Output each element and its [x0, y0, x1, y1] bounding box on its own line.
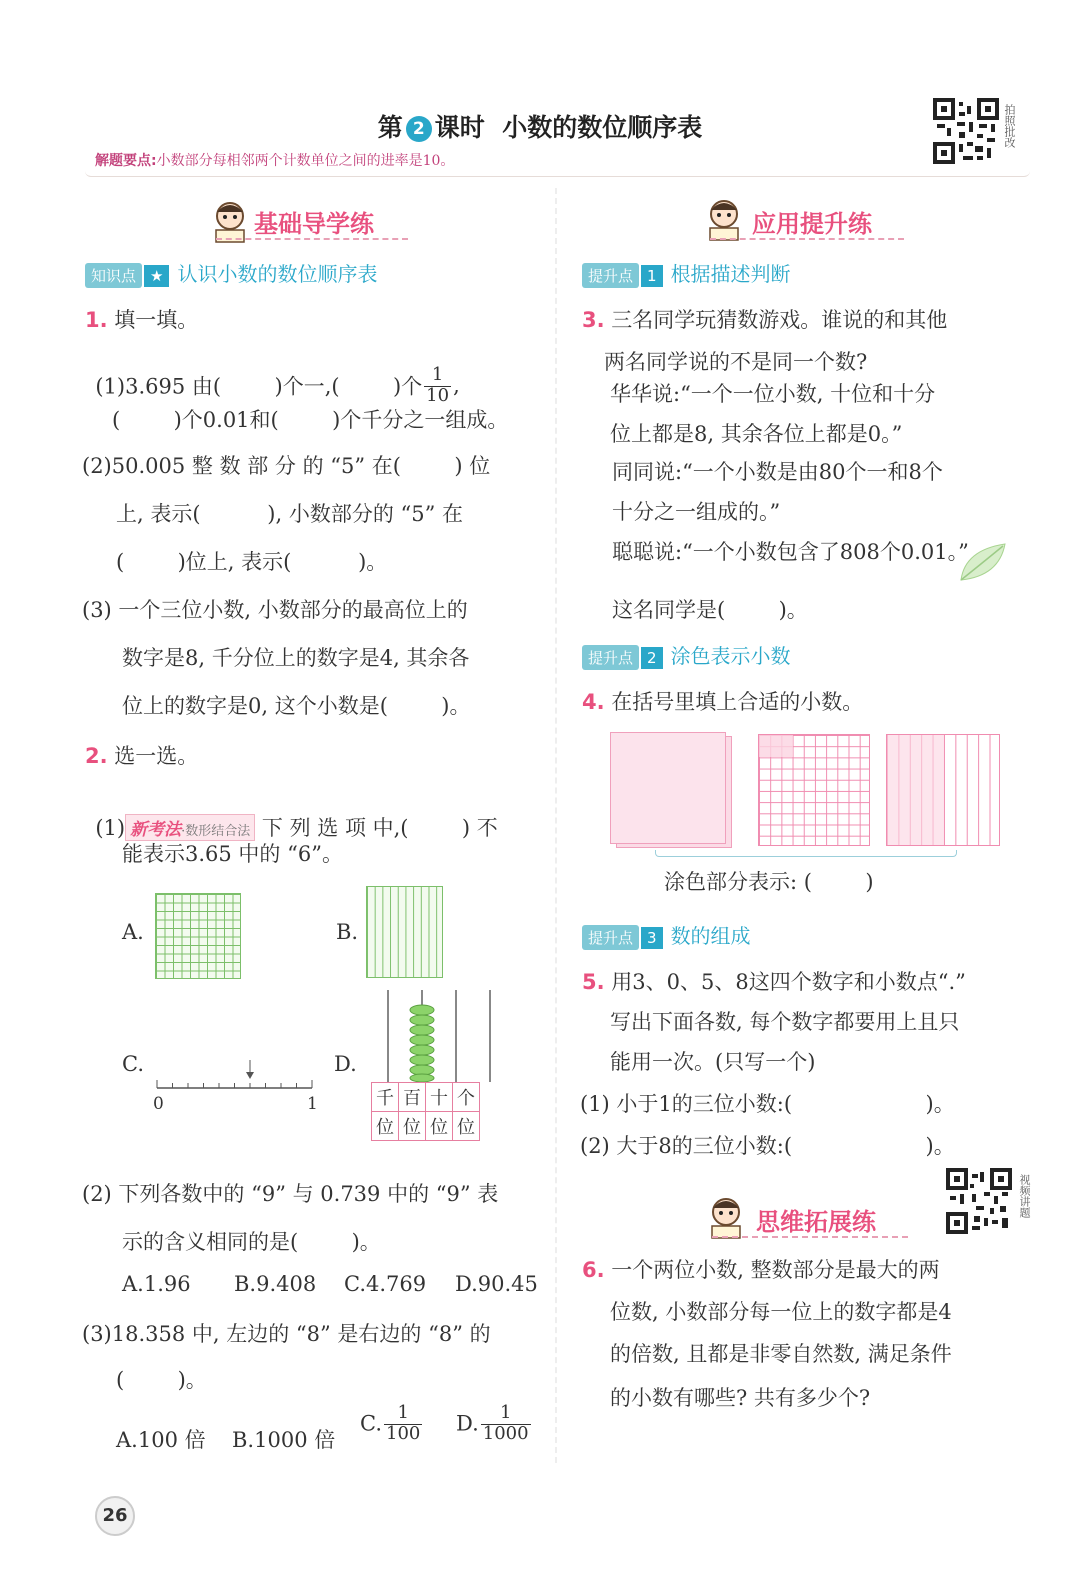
option-row — [122, 1272, 191, 1296]
brace — [655, 850, 957, 857]
option-a-label: A. — [122, 920, 144, 944]
question-2-part-2-line2: 示的含义相同的是( )。 — [122, 1230, 381, 1254]
abacus-label: 位 — [399, 1112, 426, 1141]
header-divider — [85, 170, 1030, 177]
question-6-line: 的倍数, 且都是非零自然数, 满足条件 — [610, 1342, 952, 1366]
hundred-grid — [758, 734, 870, 846]
question-2-part-2: (2) 下列各数中的 “9” 与 0.739 中的 “9” 表 — [82, 1182, 499, 1206]
qr-code-icon[interactable] — [933, 98, 999, 168]
question-6: 6. 一个两位小数, 整数部分是最大的两 — [582, 1258, 940, 1282]
question-2-part-1: (1) 新考法·数形结合法 下 列 选 项 中,( ) 不 — [95, 816, 498, 840]
question-1-part-1-line2: ( )个0.01和( )个千分之一组成。 — [112, 408, 509, 432]
question-5-line: 写出下面各数, 每个数字都要用上且只 — [610, 1010, 960, 1034]
section-underline — [216, 238, 408, 240]
section-underline — [710, 238, 904, 240]
page-number: 26 — [95, 1496, 135, 1536]
question-3-line: 两名同学说的不是同一个数? — [604, 350, 868, 374]
tenth-strips — [886, 734, 1000, 846]
question-2-part-3-line2: ( )。 — [116, 1368, 207, 1392]
abacus-label: 位 — [426, 1112, 453, 1141]
question-1-part-2-line2: 上, 表示( ), 小数部分的 “5” 在 — [116, 502, 464, 526]
question-3-line: 同同说:“一个小数是由80个一和8个 — [612, 460, 943, 484]
question-5-line: 能用一次。(只写一个) — [610, 1050, 816, 1074]
abacus-label: 位 — [453, 1112, 480, 1141]
option-d-abacus — [372, 988, 506, 1088]
question-1-part-3-line2: 数字是8, 千分位上的数字是4, 其余各 — [122, 646, 470, 670]
question-1-part-2: (2)50.005 整 数 部 分 的 “5” 在( ) 位 — [82, 454, 491, 478]
question-1-part-3: (3) 一个三位小数, 小数部分的最高位上的 — [82, 598, 468, 622]
question-3: 3. 三名同学玩猜数游戏。谁说的和其他 — [582, 308, 948, 332]
question-3-line: 聪聪说:“一个小数包含了808个0.01。” — [612, 540, 969, 564]
abacus-label: 百 — [399, 1083, 426, 1112]
option-a-hundred-grid — [155, 893, 241, 979]
option-c-label: C. — [122, 1052, 144, 1076]
abacus-place-table — [371, 1082, 480, 1141]
question-5-part-1: (1) 小于1的三位小数:( )。 — [580, 1092, 955, 1116]
page-title: 第 2 课时 小数的数位顺序表 — [377, 113, 703, 142]
question-4-caption: 涂色部分表示: ( ) — [664, 870, 874, 894]
option: C.4.769 — [344, 1272, 427, 1296]
abacus-label: 千 — [372, 1083, 399, 1112]
abacus-label: 十 — [426, 1083, 453, 1112]
point-3: 提升点 3 数的组成 — [582, 920, 751, 950]
point-2: 提升点 2 涂色表示小数 — [582, 640, 791, 670]
abacus-label: 位 — [372, 1112, 399, 1141]
option-fraction: C. $\frac{1}{100}$ — [360, 1402, 421, 1444]
column-divider — [555, 188, 557, 1463]
question-2-title: 2. 选一选。 — [85, 744, 199, 768]
question-6-line: 的小数有哪些? 共有多少个? — [610, 1386, 871, 1410]
option-b-tenth-strips — [366, 886, 443, 978]
question-5: 5. 用3、0、5、8这四个数字和小数点“.” — [582, 970, 966, 994]
section-title-extension: 思维拓展练 — [756, 1208, 876, 1236]
leaf-icon — [955, 536, 1011, 590]
point-1: 提升点 1 根据描述判断 — [582, 258, 791, 288]
section-underline — [712, 1236, 908, 1238]
option: A.100 倍 — [116, 1428, 206, 1452]
question-6-line: 位数, 小数部分每一位上的数字都是4 — [610, 1300, 952, 1324]
option-c-number-line — [152, 1058, 322, 1102]
option: B.9.408 — [234, 1272, 317, 1296]
question-3-line: 位上都是8, 其余各位上都是0。” — [610, 422, 903, 446]
new-method-tag: 新考法·数形结合法 — [125, 814, 255, 841]
question-5-part-2: (2) 大于8的三位小数:( )。 — [580, 1134, 955, 1158]
option-fraction: D. $\frac{1}{1000}$ — [456, 1402, 529, 1444]
question-1-part-3-line3: 位上的数字是0, 这个小数是( )。 — [122, 694, 471, 718]
question-2-part-3: (3)18.358 中, 左边的 “8” 是右边的 “8” 的 — [82, 1322, 491, 1346]
option: B.1000 倍 — [232, 1428, 336, 1452]
question-3-answer: 这名同学是( )。 — [612, 598, 808, 622]
question-2-part-1-line2: 能表示3.65 中的 “6”。 — [122, 842, 343, 866]
section-title-basic: 基础导学练 — [254, 210, 374, 238]
lesson-number-badge: 2 — [406, 116, 432, 142]
question-4: 4. 在括号里填上合适的小数。 — [582, 690, 864, 714]
number-line-start: 0 — [153, 1094, 164, 1114]
number-line-end: 1 — [307, 1094, 318, 1114]
full-square-shaded — [610, 732, 726, 844]
qr-label: 视频讲题 — [1018, 1174, 1031, 1218]
question-3-line: 华华说:“一个一位小数, 十位和十分 — [610, 382, 936, 406]
option-b-label: B. — [336, 920, 359, 944]
option: D.90.45 — [455, 1272, 538, 1296]
qr-label: 拍照批改 — [1003, 104, 1016, 148]
section-mascot-icon — [210, 200, 250, 248]
question-1-part-2-line3: ( )位上, 表示( )。 — [116, 550, 388, 574]
knowledge-point: 知识点 ★ 认识小数的数位顺序表 — [85, 258, 377, 288]
question-3-line: 十分之一组成的。” — [612, 500, 781, 524]
star-icon: ★ — [144, 265, 169, 287]
tip-line: 解题要点:小数部分每相邻两个计数单位之间的进率是10。 — [95, 153, 455, 169]
option: A.1.96 — [122, 1272, 191, 1296]
question-1-part-1: (1)3.695 由( )个一,( )个 $\frac{1}{10}$ , — [95, 364, 460, 406]
option-d-label: D. — [334, 1052, 357, 1076]
abacus-label: 个 — [453, 1083, 480, 1112]
question-1-title: 1. 填一填。 — [85, 308, 199, 332]
qr-code-icon[interactable] — [946, 1168, 1012, 1238]
section-title-application: 应用提升练 — [752, 210, 872, 238]
